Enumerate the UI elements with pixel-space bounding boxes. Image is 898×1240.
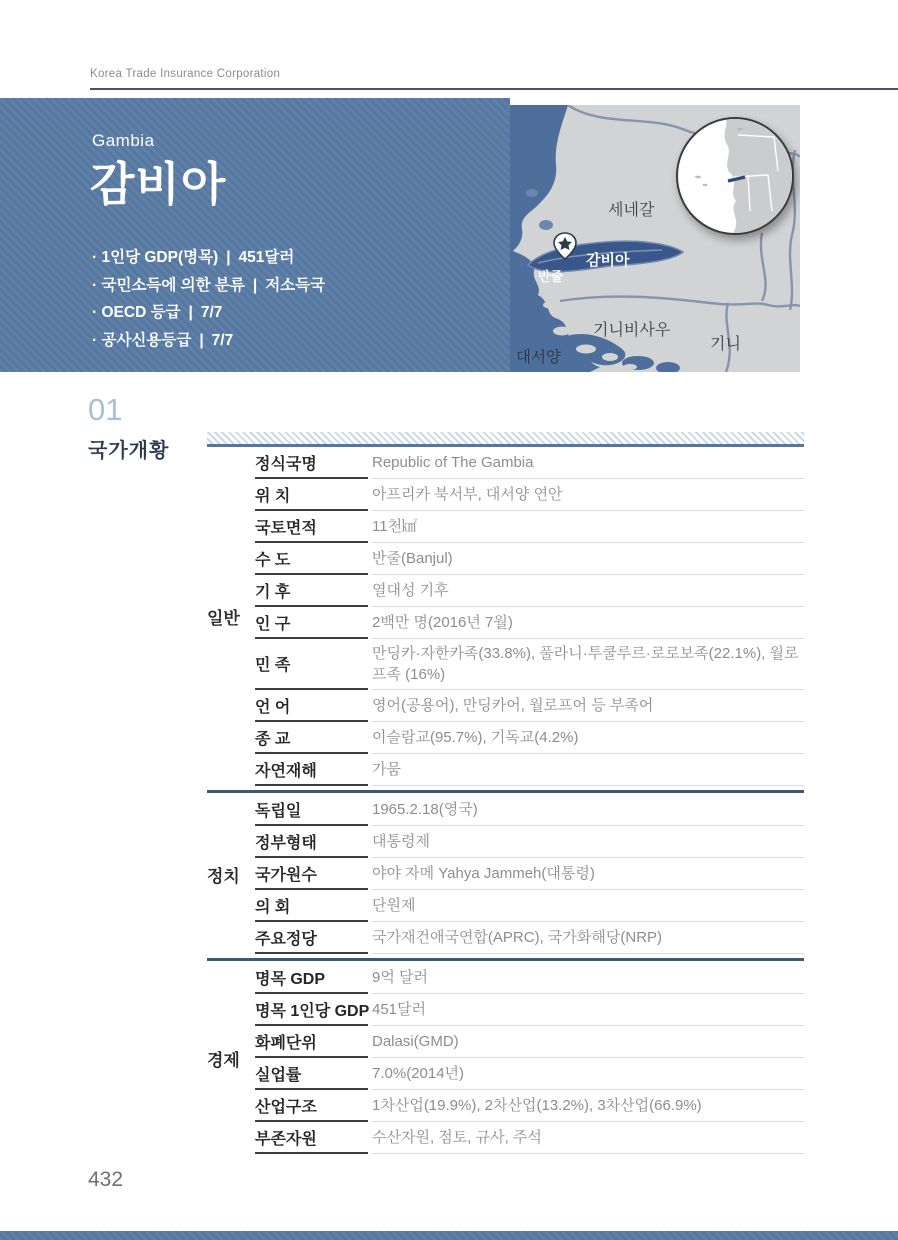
bullet: ·: [92, 249, 98, 266]
row-value: 2백만 명(2016년 7월): [372, 607, 804, 639]
group-divider: [207, 790, 804, 793]
table-row: [255, 858, 804, 890]
table-row: [255, 1026, 804, 1058]
stat-oecd-grade: [92, 299, 325, 327]
table-row: [255, 890, 804, 922]
row-label: 화폐단위: [255, 1026, 368, 1058]
map-inset-globe: [676, 117, 794, 235]
row-value: 단원제: [372, 890, 804, 922]
row-label: 위 치: [255, 479, 368, 511]
table-row: [255, 722, 804, 754]
row-label: 의 회: [255, 890, 368, 922]
table-row: [255, 511, 804, 543]
bullet: ·: [92, 276, 98, 294]
row-label: 국가원수: [255, 858, 368, 890]
table-row: [255, 1058, 804, 1090]
row-value: Dalasi(GMD): [372, 1026, 804, 1058]
row-label: 산업구조: [255, 1090, 368, 1122]
stat-income-class: [92, 272, 325, 300]
table-row: [255, 447, 804, 479]
group-name: 정치: [207, 866, 240, 886]
row-value: 7.0%(2014년): [372, 1058, 804, 1090]
country-facts-table: [207, 432, 804, 1154]
map-label-guinea-bissau: 기니비사우: [593, 322, 671, 339]
row-label: 주요정당: [255, 922, 368, 954]
table-row: [255, 1090, 804, 1122]
row-label: 명목 1인당 GDP: [255, 994, 368, 1026]
row-label: 자연재해: [255, 754, 368, 786]
row-value: 이슬람교(95.7%), 기독교(4.2%): [372, 722, 804, 754]
table-row: [255, 754, 804, 786]
table-top-stripe: [207, 432, 804, 447]
map-label-guinea: 기니: [710, 336, 741, 353]
table-group-general: [207, 447, 804, 786]
group-name: 경제: [207, 1050, 240, 1070]
row-value: 가뭄: [372, 754, 804, 786]
stat-gdp-per-capita: [92, 244, 325, 272]
row-value: 아프리카 북서부, 대서양 연안: [372, 479, 804, 511]
table-row: [255, 607, 804, 639]
row-label: 부존자원: [255, 1122, 368, 1154]
row-value: 11천㎢: [372, 511, 804, 543]
country-name-en: Gambia: [92, 131, 155, 150]
table-row: [255, 794, 804, 826]
bullet: ·: [92, 331, 98, 349]
row-label: 민 족: [255, 639, 368, 690]
map-label-atlantic: 대서양: [516, 349, 561, 366]
row-value: 반줄(Banjul): [372, 543, 804, 575]
row-value: 열대성 기후: [372, 575, 804, 607]
row-value: 1965.2.18(영국): [372, 794, 804, 826]
row-value: 국가재건애국연합(APRC), 국가화해당(NRP): [372, 922, 804, 954]
table-row: [255, 575, 804, 607]
table-row: [255, 639, 804, 690]
map-label-banjul: 반줄: [538, 269, 564, 284]
row-value: 야야 자메 Yahya Jammeh(대통령): [372, 858, 804, 890]
bullet: ·: [92, 304, 98, 321]
row-label: 기 후: [255, 575, 368, 607]
hero-banner: [0, 98, 510, 372]
table-row: [255, 962, 804, 994]
row-value: 1차산업(19.9%), 2차산업(13.2%), 3차산업(66.9%): [372, 1090, 804, 1122]
publisher-name: Korea Trade Insurance Corporation: [90, 68, 281, 80]
row-value: 대통령제: [372, 826, 804, 858]
bottom-accent-bar: [0, 1231, 898, 1240]
location-map: [510, 105, 800, 372]
row-value: 451달러: [372, 994, 804, 1026]
stat-value: 451달러: [238, 249, 295, 266]
row-label: 수 도: [255, 543, 368, 575]
stat-divider: |: [188, 304, 193, 321]
table-row: [255, 922, 804, 954]
stat-value: 7/7: [211, 331, 234, 349]
row-value: 수산자원, 점토, 규사, 주석: [372, 1122, 804, 1154]
stat-divider: |: [252, 276, 258, 294]
row-label: 정식국명: [255, 447, 368, 479]
hero-stat-list: [92, 244, 325, 354]
page-number: 432: [88, 1168, 124, 1191]
row-label: 언 어: [255, 690, 368, 722]
stat-divider: |: [199, 331, 204, 349]
table-row: [255, 826, 804, 858]
row-label: 인 구: [255, 607, 368, 639]
row-value: 9억 달러: [372, 962, 804, 994]
header-rule: [90, 88, 898, 90]
stat-label: 공사신용등급: [101, 331, 192, 349]
stat-value: 7/7: [200, 304, 223, 321]
table-row: [255, 479, 804, 511]
country-name-ko: 감비아: [90, 158, 227, 210]
row-label: 국토면적: [255, 511, 368, 543]
row-label: 정부형태: [255, 826, 368, 858]
stat-ksure-grade: [92, 327, 325, 355]
table-row: [255, 690, 804, 722]
row-label: 종 교: [255, 722, 368, 754]
row-value: 만딩카·자한카족(33.8%), 풀라니·투쿨루르·로로보족(22.1%), 월로프족 (16%): [372, 639, 804, 690]
stat-label: OECD 등급: [101, 304, 181, 321]
table-group-economy: [207, 962, 804, 1154]
stat-value: 저소득국: [265, 276, 326, 294]
row-label: 명목 GDP: [255, 962, 368, 994]
group-name: 일반: [207, 609, 240, 628]
map-label-senegal: 세네갈: [608, 202, 655, 219]
map-label-gambia: 감비아: [586, 252, 630, 269]
table-row: [255, 994, 804, 1026]
stat-divider: |: [226, 249, 231, 266]
table-group-politics: [207, 794, 804, 954]
table-row: [255, 1122, 804, 1154]
section-number: 01: [88, 392, 123, 427]
group-divider: [207, 958, 804, 961]
row-label: 독립일: [255, 794, 368, 826]
section-title: 국가개황: [88, 440, 170, 462]
stat-label: 국민소득에 의한 분류: [101, 276, 245, 294]
stat-label: 1인당 GDP(명목): [101, 249, 219, 266]
row-label: 실업률: [255, 1058, 368, 1090]
row-value: Republic of The Gambia: [372, 447, 804, 479]
row-value: 영어(공용어), 만딩카어, 월로프어 등 부족어: [372, 690, 804, 722]
table-row: [255, 543, 804, 575]
